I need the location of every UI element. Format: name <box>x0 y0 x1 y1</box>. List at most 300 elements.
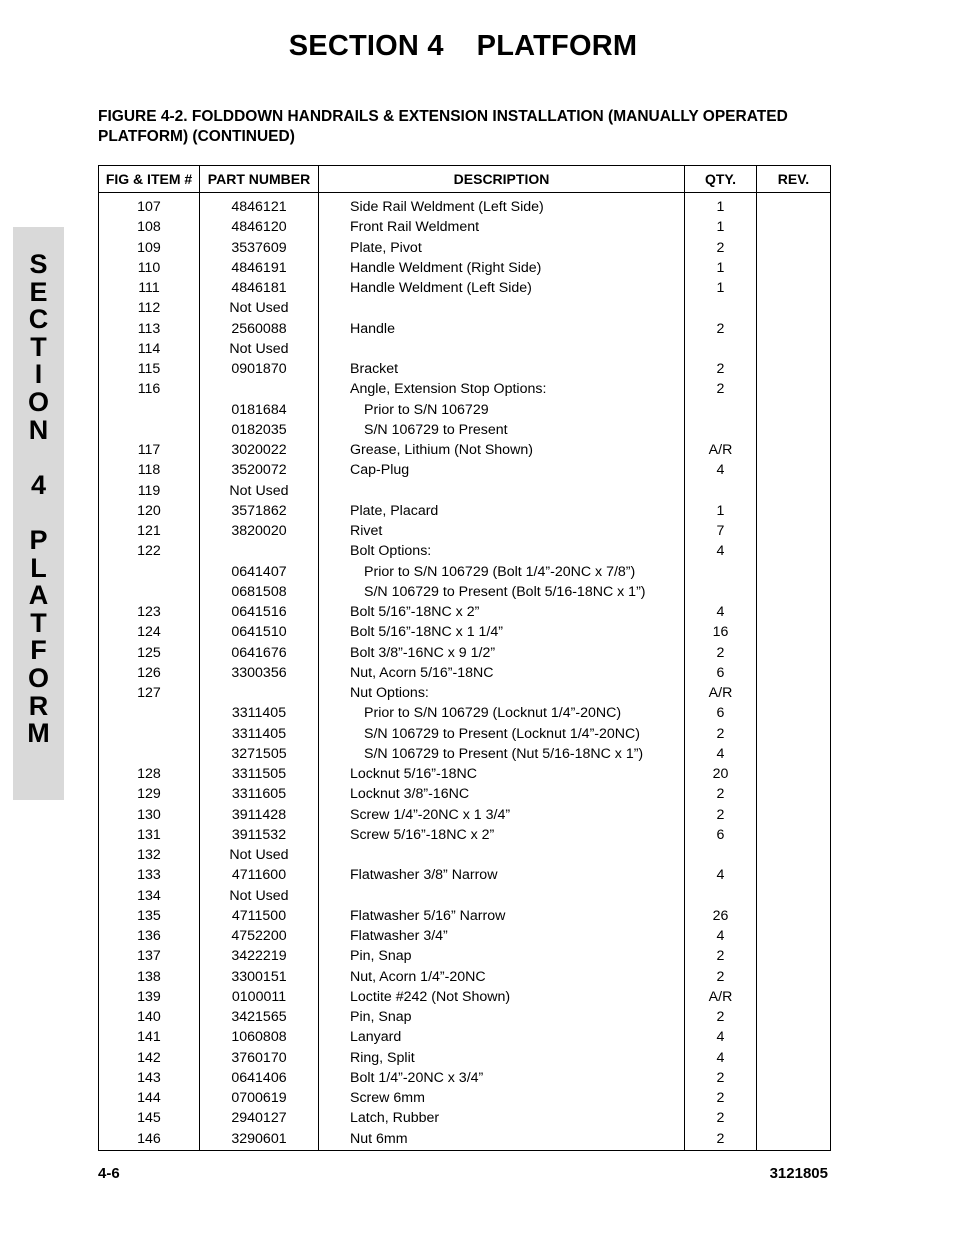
item-number-cell: 131 <box>99 825 200 845</box>
side-tab-letter: E <box>29 276 48 307</box>
rev-cell <box>757 1129 831 1151</box>
description-text: Rivet <box>350 523 383 540</box>
item-number-cell: 124 <box>99 622 200 642</box>
description-cell <box>319 420 685 440</box>
part-number-cell: 0641516 <box>200 602 319 622</box>
item-number-cell: 135 <box>99 906 200 926</box>
table-row <box>99 886 831 906</box>
rev-cell <box>757 501 831 521</box>
qty-cell <box>685 420 757 440</box>
table-row <box>99 319 831 339</box>
qty-cell: 2 <box>685 724 757 744</box>
table-row <box>99 460 831 480</box>
part-number-cell: 0901870 <box>200 359 319 379</box>
description-text: Bolt Options: <box>350 543 432 560</box>
part-number-cell: 4846120 <box>200 217 319 237</box>
part-number-cell: 3760170 <box>200 1048 319 1068</box>
description-text: Prior to S/N 106729 (Bolt 1/4”-20NC x 7/8”) <box>364 563 636 580</box>
item-number-cell: 143 <box>99 1068 200 1088</box>
part-number-cell: 3571862 <box>200 501 319 521</box>
item-number-cell: 142 <box>99 1048 200 1068</box>
table-row <box>99 906 831 926</box>
description-text: Latch, Rubber <box>350 1110 440 1127</box>
item-number-cell: 128 <box>99 764 200 784</box>
description-cell <box>319 217 685 237</box>
rev-cell <box>757 845 831 865</box>
item-number-cell <box>99 703 200 723</box>
side-tab-letter: O <box>27 663 49 693</box>
qty-cell: 4 <box>685 744 757 764</box>
table-row <box>99 784 831 804</box>
table-row <box>99 1088 831 1108</box>
table-row <box>99 1027 831 1047</box>
part-number-cell: 3422219 <box>200 946 319 966</box>
description-cell <box>319 643 685 663</box>
qty-cell: A/R <box>685 683 757 703</box>
table-row <box>99 845 831 865</box>
part-number-cell: 3911532 <box>200 825 319 845</box>
qty-cell <box>685 582 757 602</box>
item-number-cell: 141 <box>99 1027 200 1047</box>
rev-cell <box>757 906 831 926</box>
description-cell <box>319 278 685 298</box>
qty-cell: 2 <box>685 359 757 379</box>
table-row <box>99 946 831 966</box>
part-number-cell: 3271505 <box>200 744 319 764</box>
item-number-cell: 145 <box>99 1108 200 1128</box>
part-number-cell: 4711600 <box>200 865 319 885</box>
rev-cell <box>757 764 831 784</box>
qty-cell: 6 <box>685 663 757 683</box>
part-number-cell: 3020022 <box>200 440 319 460</box>
qty-cell: 2 <box>685 379 757 399</box>
section-title: SECTION 4 PLATFORM <box>288 30 638 62</box>
side-tab-letter: O <box>27 387 49 417</box>
qty-cell <box>685 886 757 906</box>
part-number-cell: 3311605 <box>200 784 319 804</box>
table-row <box>99 258 831 278</box>
item-number-cell: 127 <box>99 683 200 703</box>
table-row <box>99 481 831 501</box>
part-number-cell: 3290601 <box>200 1129 319 1151</box>
description-cell <box>319 683 685 703</box>
description-text: Handle Weldment (Left Side) <box>350 280 532 297</box>
description-text: Flatwasher 3/8” Narrow <box>350 867 498 884</box>
description-text: Plate, Placard <box>350 502 439 519</box>
header-description: DESCRIPTION <box>319 166 685 193</box>
qty-cell: 6 <box>685 703 757 723</box>
item-number-cell: 144 <box>99 1088 200 1108</box>
table-row <box>99 541 831 561</box>
item-number-cell <box>99 400 200 420</box>
qty-cell: 20 <box>685 764 757 784</box>
part-number-cell: 0100011 <box>200 987 319 1007</box>
part-number-cell <box>200 379 319 399</box>
table-row <box>99 622 831 642</box>
rev-cell <box>757 744 831 764</box>
description-text: Locknut 5/16”-18NC <box>350 766 477 783</box>
description-cell <box>319 1007 685 1027</box>
part-number-cell: 4711500 <box>200 906 319 926</box>
side-tab-letter: R <box>28 690 49 721</box>
description-text: Locknut 3/8”-16NC <box>350 786 470 803</box>
table-row <box>99 602 831 622</box>
part-number-cell: 3300151 <box>200 967 319 987</box>
rev-cell <box>757 703 831 723</box>
description-text: S/N 106729 to Present (Nut 5/16-18NC x 1”) <box>364 745 644 762</box>
rev-cell <box>757 359 831 379</box>
description-cell <box>319 622 685 642</box>
rev-cell <box>757 582 831 602</box>
side-tab-letter: 4 <box>30 469 47 500</box>
qty-cell: 6 <box>685 825 757 845</box>
description-text: Ring, Split <box>350 1049 415 1066</box>
description-cell <box>319 339 685 359</box>
table-row <box>99 298 831 318</box>
rev-cell <box>757 886 831 906</box>
part-number-cell: 2560088 <box>200 319 319 339</box>
item-number-cell: 111 <box>99 278 200 298</box>
table-row <box>99 805 831 825</box>
table-row <box>99 379 831 399</box>
description-text: Screw 1/4”-20NC x 1 3/4” <box>350 806 511 823</box>
item-number-cell: 115 <box>99 359 200 379</box>
part-number-cell: 4846191 <box>200 258 319 278</box>
rev-cell <box>757 1088 831 1108</box>
description-text: Flatwasher 3/4” <box>350 928 448 945</box>
qty-cell <box>685 845 757 865</box>
part-number-cell: 0681508 <box>200 582 319 602</box>
qty-cell: 4 <box>685 1048 757 1068</box>
item-number-cell: 130 <box>99 805 200 825</box>
item-number-cell <box>99 582 200 602</box>
rev-cell <box>757 987 831 1007</box>
description-text: Bolt 1/4”-20NC x 3/4” <box>350 1069 484 1086</box>
rev-cell <box>757 193 831 218</box>
rev-cell <box>757 926 831 946</box>
table-row <box>99 1068 831 1088</box>
rev-cell <box>757 602 831 622</box>
item-number-cell: 108 <box>99 217 200 237</box>
qty-cell: 2 <box>685 946 757 966</box>
description-cell <box>319 460 685 480</box>
rev-cell <box>757 825 831 845</box>
qty-cell: 2 <box>685 784 757 804</box>
side-tab-letter: S <box>29 249 48 279</box>
description-text: Front Rail Weldment <box>350 219 480 236</box>
description-text: Handle Weldment (Right Side) <box>350 259 542 276</box>
part-number-cell: 0182035 <box>200 420 319 440</box>
rev-cell <box>757 946 831 966</box>
description-text: Handle <box>350 320 395 337</box>
rev-cell <box>757 521 831 541</box>
description-text: Plate, Pivot <box>350 239 422 256</box>
item-number-cell: 146 <box>99 1129 200 1151</box>
description-cell <box>319 865 685 885</box>
rev-cell <box>757 339 831 359</box>
item-number-cell: 125 <box>99 643 200 663</box>
part-number-cell: 0700619 <box>200 1088 319 1108</box>
table-row <box>99 724 831 744</box>
rev-cell <box>757 379 831 399</box>
table-row <box>99 967 831 987</box>
description-text: Nut, Acorn 1/4”-20NC <box>350 968 486 985</box>
description-text: Cap-Plug <box>350 462 410 479</box>
description-cell <box>319 845 685 865</box>
item-number-cell: 126 <box>99 663 200 683</box>
item-number-cell: 113 <box>99 319 200 339</box>
description-text: Bracket <box>350 361 399 378</box>
qty-cell: 1 <box>685 217 757 237</box>
table-row <box>99 663 831 683</box>
description-cell <box>319 805 685 825</box>
part-number-cell: Not Used <box>200 886 319 906</box>
qty-cell: 4 <box>685 865 757 885</box>
rev-cell <box>757 319 831 339</box>
description-cell <box>319 238 685 258</box>
rev-cell <box>757 400 831 420</box>
qty-cell: 2 <box>685 643 757 663</box>
item-number-cell: 137 <box>99 946 200 966</box>
description-text: Bolt 5/16”-18NC x 1 1/4” <box>350 624 503 641</box>
item-number-cell: 134 <box>99 886 200 906</box>
item-number-cell: 138 <box>99 967 200 987</box>
qty-cell: 2 <box>685 319 757 339</box>
part-number-cell: Not Used <box>200 481 319 501</box>
item-number-cell <box>99 562 200 582</box>
description-cell <box>319 1088 685 1108</box>
description-cell <box>319 1027 685 1047</box>
part-number-cell: 0641510 <box>200 622 319 642</box>
item-number-cell: 123 <box>99 602 200 622</box>
rev-cell <box>757 258 831 278</box>
item-number-cell <box>99 744 200 764</box>
description-cell <box>319 926 685 946</box>
description-cell <box>319 744 685 764</box>
description-text: Prior to S/N 106729 (Locknut 1/4”-20NC) <box>364 705 622 722</box>
header-qty: QTY. <box>685 166 757 193</box>
part-number-cell <box>200 541 319 561</box>
description-cell <box>319 764 685 784</box>
header-rev: REV. <box>757 166 831 193</box>
part-number-cell: 3537609 <box>200 238 319 258</box>
table-body <box>99 193 831 1151</box>
rev-cell <box>757 562 831 582</box>
item-number-cell: 112 <box>99 298 200 318</box>
rev-cell <box>757 541 831 561</box>
description-cell <box>319 562 685 582</box>
qty-cell: 2 <box>685 238 757 258</box>
qty-cell <box>685 562 757 582</box>
side-tab-letter: P <box>29 525 48 555</box>
description-text: Loctite #242 (Not Shown) <box>350 988 511 1005</box>
description-text: S/N 106729 to Present <box>364 421 508 438</box>
table-row <box>99 1129 831 1151</box>
rev-cell <box>757 643 831 663</box>
description-cell <box>319 602 685 622</box>
table-row <box>99 501 831 521</box>
description-text: Angle, Extension Stop Options: <box>350 381 547 398</box>
description-text: Lanyard <box>350 1029 402 1046</box>
item-number-cell: 107 <box>99 193 200 218</box>
side-tab-letter: F <box>30 635 47 666</box>
qty-cell: 4 <box>685 1027 757 1047</box>
part-number-cell <box>200 683 319 703</box>
description-text: Screw 6mm <box>350 1090 425 1107</box>
description-cell <box>319 967 685 987</box>
description-cell <box>319 193 685 218</box>
item-number-cell: 120 <box>99 501 200 521</box>
table-row <box>99 987 831 1007</box>
item-number-cell: 139 <box>99 987 200 1007</box>
item-number-cell: 136 <box>99 926 200 946</box>
item-number-cell: 116 <box>99 379 200 399</box>
description-cell <box>319 825 685 845</box>
item-number-cell: 118 <box>99 460 200 480</box>
part-number-cell: 3311505 <box>200 764 319 784</box>
rev-cell <box>757 805 831 825</box>
table-row <box>99 440 831 460</box>
table-row <box>99 400 831 420</box>
item-number-cell: 119 <box>99 481 200 501</box>
rev-cell <box>757 1108 831 1128</box>
side-tab-letter: A <box>28 580 49 611</box>
description-cell <box>319 400 685 420</box>
qty-cell: 16 <box>685 622 757 642</box>
part-number-cell: 3311405 <box>200 703 319 723</box>
side-tab-letter: T <box>30 607 47 638</box>
table-row <box>99 825 831 845</box>
part-number-cell: 3820020 <box>200 521 319 541</box>
table-row <box>99 582 831 602</box>
description-cell <box>319 906 685 926</box>
header-part-number: PART NUMBER <box>200 166 319 193</box>
qty-cell: 4 <box>685 460 757 480</box>
item-number-cell: 122 <box>99 541 200 561</box>
section-side-tab <box>13 227 64 800</box>
part-number-cell: 0641406 <box>200 1068 319 1088</box>
parts-table <box>98 165 831 1151</box>
table-row <box>99 217 831 237</box>
qty-cell: 4 <box>685 541 757 561</box>
qty-cell: 2 <box>685 967 757 987</box>
rev-cell <box>757 724 831 744</box>
item-number-cell <box>99 420 200 440</box>
rev-cell <box>757 967 831 987</box>
description-cell <box>319 1129 685 1151</box>
qty-cell <box>685 481 757 501</box>
table-row <box>99 1108 831 1128</box>
description-cell <box>319 481 685 501</box>
description-cell <box>319 258 685 278</box>
item-number-cell: 117 <box>99 440 200 460</box>
description-cell <box>319 946 685 966</box>
description-cell <box>319 298 685 318</box>
qty-cell: 2 <box>685 1088 757 1108</box>
description-cell <box>319 359 685 379</box>
table-row <box>99 1007 831 1027</box>
qty-cell: 2 <box>685 1007 757 1027</box>
table-row <box>99 703 831 723</box>
qty-cell: 2 <box>685 1068 757 1088</box>
item-number-cell: 121 <box>99 521 200 541</box>
qty-cell: 1 <box>685 258 757 278</box>
side-tab-letter: T <box>30 331 47 362</box>
table-row <box>99 926 831 946</box>
qty-cell: 2 <box>685 805 757 825</box>
table-row <box>99 643 831 663</box>
rev-cell <box>757 1007 831 1027</box>
side-tab-letter: N <box>28 414 49 445</box>
side-tab-letter: C <box>28 304 49 335</box>
description-text: S/N 106729 to Present (Bolt 5/16-18NC x 1”) <box>364 583 646 600</box>
item-number-cell: 132 <box>99 845 200 865</box>
rev-cell <box>757 460 831 480</box>
item-number-cell: 110 <box>99 258 200 278</box>
table-row <box>99 865 831 885</box>
figure-caption: FIGURE 4-2. FOLDDOWN HANDRAILS & EXTENSION INSTALLATION (MANUALLY OPERATED PLATFORM) (CONTINUED) <box>98 108 788 145</box>
description-text: Nut Options: <box>350 685 429 702</box>
part-number-cell: 3421565 <box>200 1007 319 1027</box>
table-row <box>99 193 831 218</box>
document-number: 3121805 <box>769 1165 828 1182</box>
description-text: Pin, Snap <box>350 948 412 965</box>
rev-cell <box>757 1048 831 1068</box>
qty-cell: A/R <box>685 987 757 1007</box>
header-fig-item: FIG & ITEM # <box>99 166 200 193</box>
rev-cell <box>757 784 831 804</box>
table-row <box>99 683 831 703</box>
description-text: Prior to S/N 106729 <box>364 401 489 418</box>
item-number-cell: 129 <box>99 784 200 804</box>
description-cell <box>319 582 685 602</box>
table-header-row <box>99 166 831 193</box>
table-row <box>99 1048 831 1068</box>
rev-cell <box>757 663 831 683</box>
part-number-cell: Not Used <box>200 339 319 359</box>
description-text: Screw 5/16”-18NC x 2” <box>350 826 495 843</box>
table-row <box>99 420 831 440</box>
rev-cell <box>757 238 831 258</box>
qty-cell: 4 <box>685 602 757 622</box>
part-number-cell: 3520072 <box>200 460 319 480</box>
table-row <box>99 764 831 784</box>
description-cell <box>319 379 685 399</box>
part-number-cell: 4846181 <box>200 278 319 298</box>
description-cell <box>319 886 685 906</box>
part-number-cell: 2940127 <box>200 1108 319 1128</box>
part-number-cell: 1060808 <box>200 1027 319 1047</box>
rev-cell <box>757 217 831 237</box>
part-number-cell: 4752200 <box>200 926 319 946</box>
description-text: S/N 106729 to Present (Locknut 1/4”-20NC) <box>364 725 641 742</box>
part-number-cell: Not Used <box>200 845 319 865</box>
description-text: Nut, Acorn 5/16”-18NC <box>350 664 494 681</box>
side-tab-letter: M <box>27 718 50 749</box>
item-number-cell: 109 <box>99 238 200 258</box>
part-number-cell: 0641676 <box>200 643 319 663</box>
description-text: Flatwasher 5/16” Narrow <box>350 907 506 924</box>
part-number-cell: 0641407 <box>200 562 319 582</box>
description-cell <box>319 521 685 541</box>
rev-cell <box>757 865 831 885</box>
description-text: Grease, Lithium (Not Shown) <box>350 442 533 459</box>
part-number-cell: 0181684 <box>200 400 319 420</box>
description-cell <box>319 1048 685 1068</box>
description-text: Bolt 5/16”-18NC x 2” <box>350 604 480 621</box>
item-number-cell: 114 <box>99 339 200 359</box>
description-text: Nut 6mm <box>350 1130 408 1147</box>
